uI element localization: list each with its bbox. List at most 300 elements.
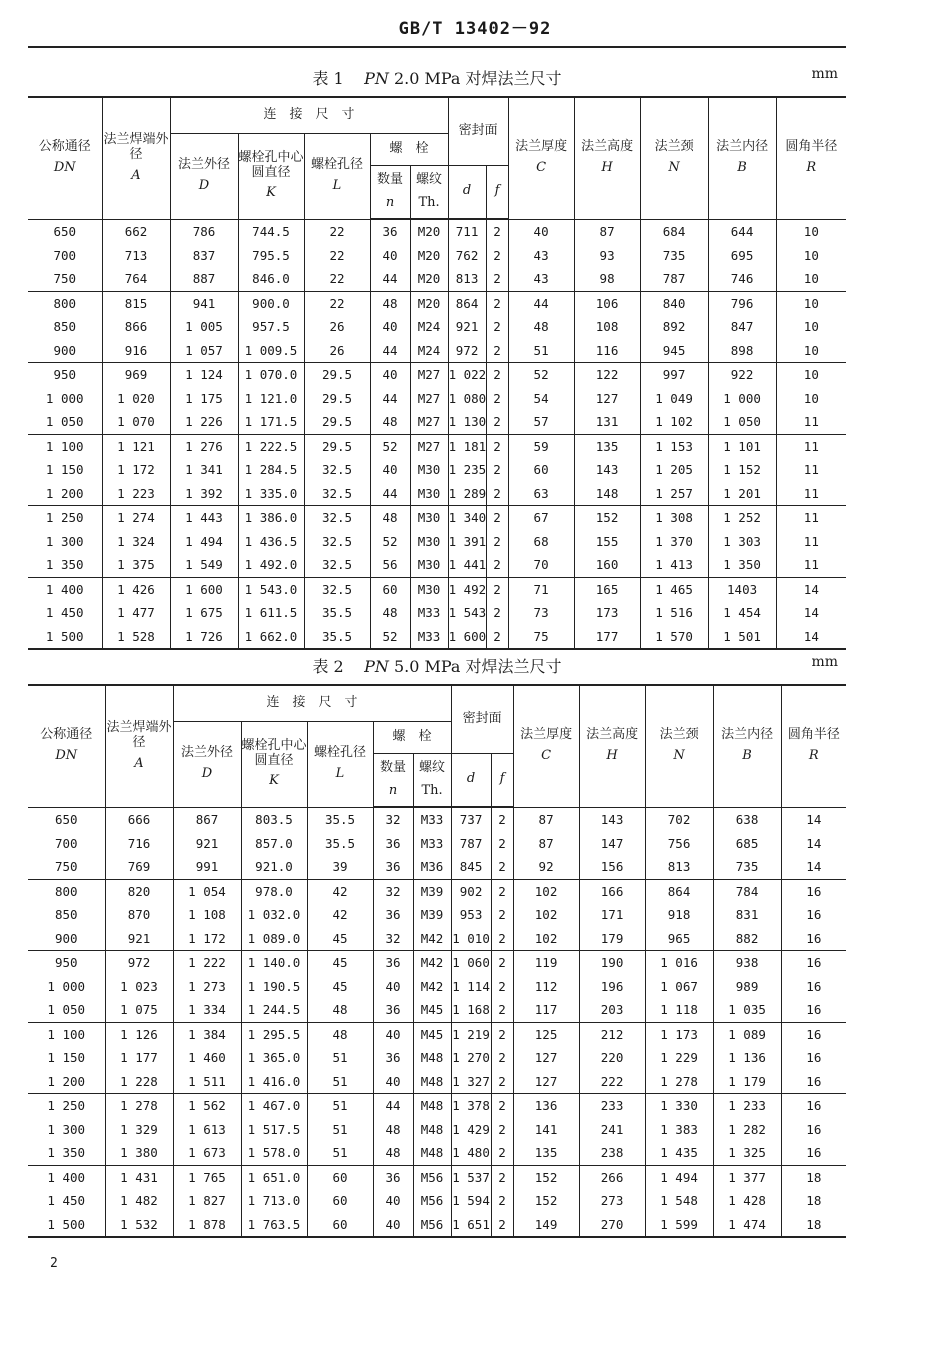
table-cell: M33 [413,807,451,832]
table-row [28,387,846,411]
table-cell: 36 [373,832,413,856]
col-group-connection: 连 接 尺 寸 [173,685,451,721]
table-cell: 1 100 [28,1022,105,1046]
table-cell: 1 150 [28,458,102,482]
col-group-bolt: 螺 栓 [373,721,451,753]
table-cell: 1 282 [713,1118,781,1142]
table-cell: 746 [708,267,776,291]
table-cell: 2 [486,291,508,315]
table-cell: 1 492 [448,577,486,601]
col-r: 圆角半径 R [776,97,846,219]
table-cell: M42 [413,975,451,999]
table-cell: 32.5 [304,553,370,577]
table-cell: 32 [373,807,413,832]
table-cell: M39 [413,903,451,927]
table-cell: 68 [508,530,574,554]
table-cell: 1 511 [173,1070,241,1094]
table-cell: 991 [173,855,241,879]
table-cell: 850 [28,315,102,339]
table-cell: 1 477 [102,601,170,625]
table-cell: 1 172 [102,458,170,482]
table-row [28,927,846,951]
table-row [28,1022,846,1046]
table-row [28,363,846,387]
table-cell: 127 [513,1046,579,1070]
table-cell: 1 270 [451,1046,491,1070]
table-cell: 16 [781,975,846,999]
table-cell: 650 [28,219,102,244]
table-cell: 222 [579,1070,645,1094]
table-cell: 106 [574,291,640,315]
table-cell: 1 370 [640,530,708,554]
table-cell: 921.0 [241,855,307,879]
table-cell: 1 578.0 [241,1141,307,1165]
table-cell: 35.5 [304,601,370,625]
table-cell: 11 [776,410,846,434]
col-k: 螺栓孔中心圆直径 K [238,133,304,219]
table-cell: 969 [102,363,170,387]
table-cell: 32.5 [304,458,370,482]
table-cell: 1 474 [713,1213,781,1238]
table-cell: 233 [579,1094,645,1118]
table-cell: 155 [574,530,640,554]
table-cell: 1 000 [708,387,776,411]
table-cell: 953 [451,903,491,927]
table-cell: 1 102 [640,410,708,434]
table-row [28,434,846,458]
table-cell: 1 594 [451,1189,491,1213]
table-row [28,530,846,554]
table-cell: 1 378 [451,1094,491,1118]
table-row [28,577,846,601]
table-cell: 40 [370,315,410,339]
table-cell: M48 [413,1141,451,1165]
table-row [28,951,846,975]
table-cell: 2 [486,315,508,339]
table-cell: 1 152 [708,458,776,482]
col-thread: 螺纹 Th. [410,165,448,219]
table-cell: 1 386.0 [238,506,304,530]
table-cell: 71 [508,577,574,601]
table-cell: 864 [645,879,713,903]
table-cell: 102 [513,879,579,903]
table-cell: 70 [508,553,574,577]
table-cell: 52 [370,530,410,554]
table-2-number: 表 2 [312,657,344,676]
table-cell: 152 [513,1165,579,1189]
col-c: 法兰厚度 C [513,685,579,807]
table-cell: 737 [451,807,491,832]
table-row [28,1141,846,1165]
table-cell: 2 [486,363,508,387]
table-cell: 1 050 [28,410,102,434]
table-cell: 1 022 [448,363,486,387]
table-cell: 87 [513,832,579,856]
table-cell: 10 [776,244,846,268]
table-cell: 997 [640,363,708,387]
table-cell: 662 [102,219,170,244]
table-row [28,903,846,927]
table-row [28,1046,846,1070]
table-cell: 1 060 [451,951,491,975]
table-cell: 1 172 [173,927,241,951]
table-row [28,975,846,999]
col-seal-f: f [486,165,508,219]
table-cell: 16 [781,1070,846,1094]
table-cell: 1 222 [173,951,241,975]
table-cell: 165 [574,577,640,601]
table-cell: 40 [370,458,410,482]
table-cell: 127 [574,387,640,411]
table-cell: 840 [640,291,708,315]
table-cell: 2 [491,1141,513,1165]
table-cell: 2 [491,1022,513,1046]
table-cell: 2 [491,879,513,903]
table-cell: 762 [448,244,486,268]
table-cell: 1 140.0 [241,951,307,975]
col-b: 法兰内径 B [708,97,776,219]
table-cell: 2 [491,1213,513,1238]
table-cell: 108 [574,315,640,339]
table-cell: 2 [491,1118,513,1142]
table-cell: 764 [102,267,170,291]
table-cell: 957.5 [238,315,304,339]
col-dn: 公称通径 DN [28,97,102,219]
table-cell: 10 [776,387,846,411]
table-cell: 2 [491,832,513,856]
table-row [28,1070,846,1094]
table-cell: 857.0 [241,832,307,856]
table-cell: 1 108 [173,903,241,927]
table-cell: 1 226 [170,410,238,434]
table-cell: 1 878 [173,1213,241,1238]
table-cell: 51 [307,1070,373,1094]
table-cell: 845 [451,855,491,879]
table-cell: 1 250 [28,1094,105,1118]
table-cell: 2 [491,951,513,975]
table-cell: 769 [105,855,173,879]
table-cell: 950 [28,363,102,387]
col-group-seal: 密封面 [451,685,513,753]
table-cell: 10 [776,291,846,315]
table-cell: 864 [448,291,486,315]
table-cell: 1 599 [645,1213,713,1238]
table-cell: 177 [574,625,640,650]
table-row [28,1189,846,1213]
table-cell: 1 435 [645,1141,713,1165]
col-k: 螺栓孔中心圆直径 K [241,721,307,807]
table-cell: 1 726 [170,625,238,650]
table-cell: 51 [307,1094,373,1118]
table-cell: 847 [708,315,776,339]
table-cell: 900 [28,927,105,951]
table-cell: 1 375 [102,553,170,577]
table-cell: M30 [410,577,448,601]
table-row [28,625,846,650]
table-cell: 60 [508,458,574,482]
table-cell: 36 [373,855,413,879]
table-cell: 1 651 [451,1213,491,1238]
table-cell: 1 436.5 [238,530,304,554]
table-cell: 14 [776,601,846,625]
table-cell: 1 023 [105,975,173,999]
table-cell: M30 [410,553,448,577]
table-cell: 14 [781,807,846,832]
table-cell: 1 537 [451,1165,491,1189]
table-cell: 48 [373,1118,413,1142]
table-cell: 1 713.0 [241,1189,307,1213]
table-cell: 1 250 [28,506,102,530]
table-cell: 16 [781,879,846,903]
table-cell: 1 675 [170,601,238,625]
table-cell: 1 303 [708,530,776,554]
table-cell: 1 289 [448,482,486,506]
table-1-body [28,219,846,649]
table-cell: 2 [491,975,513,999]
table-row [28,1118,846,1142]
table-cell: 51 [307,1141,373,1165]
table-cell: 713 [102,244,170,268]
table-cell: 36 [373,1046,413,1070]
table-2-title: 5.0 MPa 对焊法兰尺寸 [393,657,562,676]
table-cell: 1 168 [451,998,491,1022]
table-cell: M56 [413,1165,451,1189]
table-cell: 2 [491,1046,513,1070]
table-cell: M30 [410,530,448,554]
flange-table-pn20 [28,96,846,650]
table-cell: 122 [574,363,640,387]
table-cell: 2 [486,458,508,482]
table-cell: 2 [491,903,513,927]
table-cell: 1 400 [28,577,102,601]
table-cell: 148 [574,482,640,506]
table-cell: 700 [28,832,105,856]
table-cell: 22 [304,219,370,244]
table-cell: 1 050 [28,998,105,1022]
table-cell: 48 [370,291,410,315]
table-cell: 1 054 [173,879,241,903]
table-1-title: 2.0 MPa 对焊法兰尺寸 [393,69,562,88]
table-cell: 1 177 [105,1046,173,1070]
col-seal-d: d [448,165,486,219]
table-cell: 40 [373,1213,413,1238]
table-cell: 1 179 [713,1070,781,1094]
table-cell: 203 [579,998,645,1022]
table-row [28,1094,846,1118]
table-cell: 1 016 [645,951,713,975]
table-cell: 35.5 [307,807,373,832]
table-cell: M48 [413,1070,451,1094]
table-cell: 695 [708,244,776,268]
table-cell: 1 126 [105,1022,173,1046]
table-cell: 11 [776,553,846,577]
table-cell: 882 [713,927,781,951]
table-cell: 1 532 [105,1213,173,1238]
table-cell: 1 334 [173,998,241,1022]
table-cell: M42 [413,951,451,975]
col-d: 法兰外径 D [170,133,238,219]
table-2-unit: mm [811,654,838,670]
col-seal-f: f [491,753,513,807]
table-cell: 1 136 [713,1046,781,1070]
table-cell: 1 228 [105,1070,173,1094]
table-cell: 160 [574,553,640,577]
table-cell: 921 [105,927,173,951]
table-cell: 1 416.0 [241,1070,307,1094]
table-cell: 644 [708,219,776,244]
table-cell: 48 [370,601,410,625]
col-group-connection: 连 接 尺 寸 [170,97,448,133]
table-cell: 2 [486,530,508,554]
table-cell: 14 [781,832,846,856]
table-cell: 22 [304,291,370,315]
table-cell: 1 124 [170,363,238,387]
table-cell: 1 252 [708,506,776,530]
table-cell: 1 200 [28,482,102,506]
table-cell: 1 222.5 [238,434,304,458]
table-cell: 898 [708,339,776,363]
table-cell: 916 [102,339,170,363]
table-cell: 45 [307,975,373,999]
table-cell: 1 431 [105,1165,173,1189]
table-cell: 1 765 [173,1165,241,1189]
table-cell: 2 [491,807,513,832]
table-cell: 29.5 [304,410,370,434]
table-cell: 2 [486,482,508,506]
table-cell: 892 [640,315,708,339]
table-cell: 2 [486,387,508,411]
table-cell: 51 [307,1118,373,1142]
table-row [28,553,846,577]
table-cell: 42 [307,879,373,903]
table-1-caption [28,66,846,88]
table-cell: 1 219 [451,1022,491,1046]
table-row [28,998,846,1022]
col-b: 法兰内径 B [713,685,781,807]
table-cell: 40 [373,1022,413,1046]
table-cell: 1 244.5 [241,998,307,1022]
table-cell: 1 327 [451,1070,491,1094]
table-cell: M42 [413,927,451,951]
table-cell: 1 391 [448,530,486,554]
table-cell: 32.5 [304,530,370,554]
table-cell: 18 [781,1189,846,1213]
table-cell: 850 [28,903,105,927]
table-cell: 750 [28,855,105,879]
table-cell: 40 [373,1189,413,1213]
col-dn: 公称通径 DN [28,685,105,807]
table-cell: 125 [513,1022,579,1046]
table-cell: 1 350 [28,1141,105,1165]
table-cell: 1 049 [640,387,708,411]
table-cell: 1 171.5 [238,410,304,434]
table-cell: 1 365.0 [241,1046,307,1070]
header-rule [28,46,846,48]
table-cell: 1 273 [173,975,241,999]
table-cell: M30 [410,458,448,482]
table-cell: 1 763.5 [241,1213,307,1238]
table-cell: 1 118 [645,998,713,1022]
table-cell: 18 [781,1165,846,1189]
standard-header: GB/T 13402－92 [398,19,552,39]
table-cell: 48 [307,998,373,1022]
table-cell: 902 [451,879,491,903]
table-cell: 1 274 [102,506,170,530]
col-l: 螺栓孔径 L [304,133,370,219]
table-cell: 1 100 [28,434,102,458]
table-cell: 149 [513,1213,579,1238]
table-cell: 921 [448,315,486,339]
table-cell: 1 492.0 [238,553,304,577]
table-cell: M48 [413,1046,451,1070]
table-cell: 52 [370,434,410,458]
table-row [28,315,846,339]
table-cell: 800 [28,879,105,903]
table-cell: 75 [508,625,574,650]
table-cell: 846.0 [238,267,304,291]
table-cell: 131 [574,410,640,434]
table-cell: M33 [413,832,451,856]
table-cell: M30 [410,506,448,530]
table-cell: 900.0 [238,291,304,315]
table-cell: 803.5 [241,807,307,832]
col-n: 法兰颈 N [645,685,713,807]
table-cell: 44 [508,291,574,315]
table-cell: 29.5 [304,387,370,411]
table-cell: 35.5 [307,832,373,856]
table-cell: 1 121.0 [238,387,304,411]
table-cell: M20 [410,244,448,268]
table-cell: 98 [574,267,640,291]
table-cell: 11 [776,458,846,482]
table-cell: 1 101 [708,434,776,458]
table-cell: 1 562 [173,1094,241,1118]
table-row [28,1165,846,1189]
table-cell: 1 613 [173,1118,241,1142]
table-cell: 786 [170,219,238,244]
table-cell: 989 [713,975,781,999]
table-cell: 700 [28,244,102,268]
table-cell: 16 [781,1118,846,1142]
table-cell: 1 000 [28,387,102,411]
table-cell: 1 384 [173,1022,241,1046]
table-cell: 36 [373,998,413,1022]
table-cell: M27 [410,434,448,458]
table-cell: 51 [307,1046,373,1070]
table-cell: 1 020 [102,387,170,411]
table-2-pn: PN [364,657,389,676]
table-cell: M20 [410,219,448,244]
table-cell: 48 [370,506,410,530]
table-cell: 867 [173,807,241,832]
table-cell: 1 173 [645,1022,713,1046]
table-cell: 1 428 [713,1189,781,1213]
table-cell: 1 570 [640,625,708,650]
table-cell: 1 429 [451,1118,491,1142]
table-cell: 67 [508,506,574,530]
table-cell: 196 [579,975,645,999]
table-cell: 1 380 [105,1141,173,1165]
table-cell: 1 494 [645,1165,713,1189]
table-cell: M39 [413,879,451,903]
table-cell: 1 114 [451,975,491,999]
table-cell: 813 [448,267,486,291]
table-cell: 1 500 [28,1213,105,1238]
table-cell: 16 [781,998,846,1022]
table-cell: 638 [713,807,781,832]
table-cell: 43 [508,267,574,291]
table-row [28,267,846,291]
